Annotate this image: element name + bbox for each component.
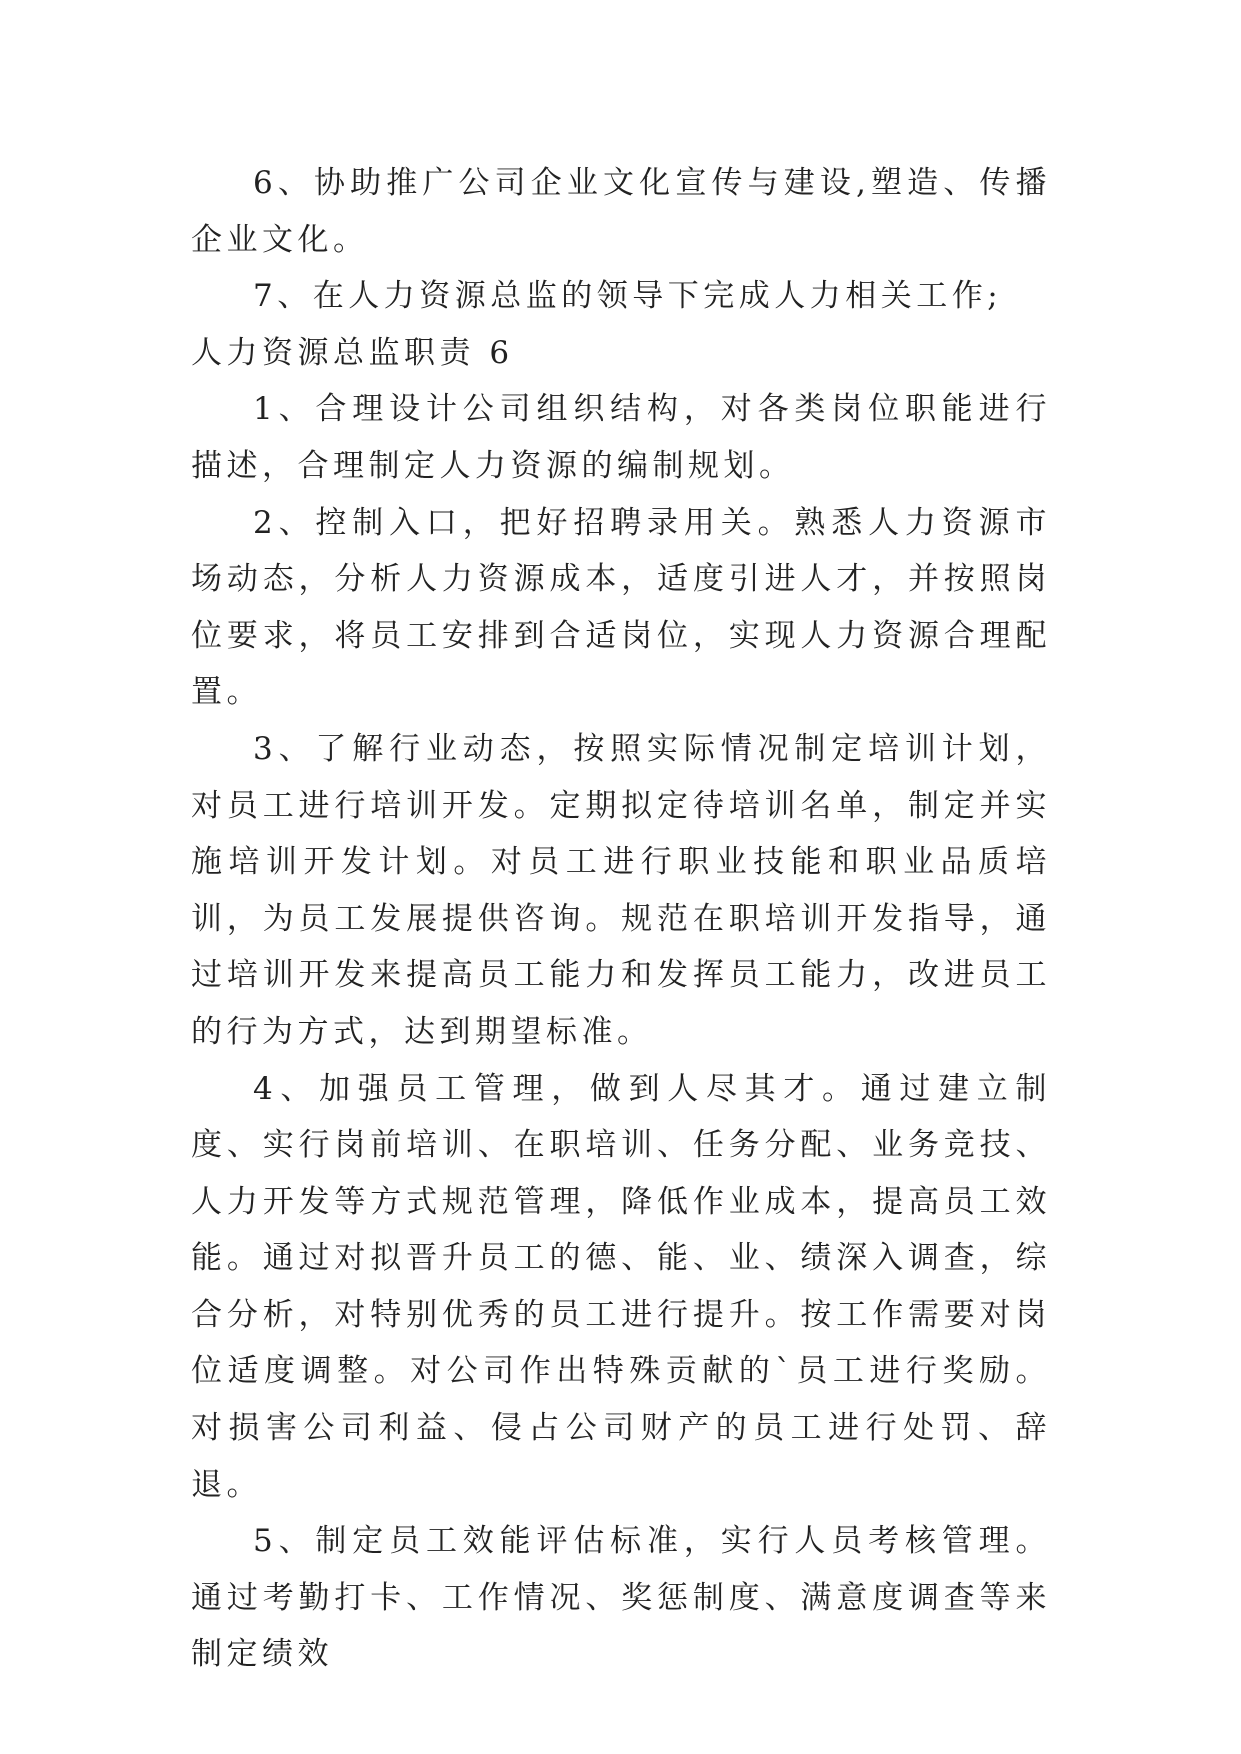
- paragraph-6: 6、协助推广公司企业文化宣传与建设,塑造、传播企业文化。: [191, 165, 1051, 258]
- paragraph-5: 5、制定员工效能评估标准，实行人员考核管理。通过考勤打卡、工作情况、奖惩制度、满意度调查等来制定绩效: [191, 1523, 1051, 1673]
- paragraph-3: 3、了解行业动态，按照实际情况制定培训计划，对员工进行培训开发。定期拟定待培训名单，制定并实施培训开发计划。对员工进行职业技能和职业品质培训，为员工发展提供咨询。规范在职培训开发指导，通过培训开发来提高员工能力和发挥员工能力，改进员工的行为方式，达到期望标准。: [191, 730, 1051, 1050]
- paragraph-1: 1、合理设计公司组织结构，对各类岗位职能进行描述，合理制定人力资源的编制规划。: [191, 391, 1051, 484]
- document-body: [191, 155, 1051, 1683]
- section-heading: 人力资源总监职责 6: [191, 334, 514, 371]
- paragraph-7: 7、在人力资源总监的领导下完成人力相关工作;: [253, 278, 1003, 315]
- paragraph-4: 4、加强员工管理，做到人尽其才。通过建立制度、实行岗前培训、在职培训、任务分配、业务竞技、人力开发等方式规范管理，降低作业成本，提高员工效能。通过对拟晋升员工的德、能、业、绩深入调查，综合分析，对特别优秀的员工进行提升。按工作需要对岗位适度调整。对公司作出特殊贡献的`员工进行奖励。对损害公司利益、侵占公司财产的员工进行处罚、辞退。: [191, 1070, 1051, 1503]
- paragraph-2: 2、控制入口，把好招聘录用关。熟悉人力资源市场动态，分析人力资源成本，适度引进人才，并按照岗位要求，将员工安排到合适岗位，实现人力资源合理配置。: [191, 504, 1051, 711]
